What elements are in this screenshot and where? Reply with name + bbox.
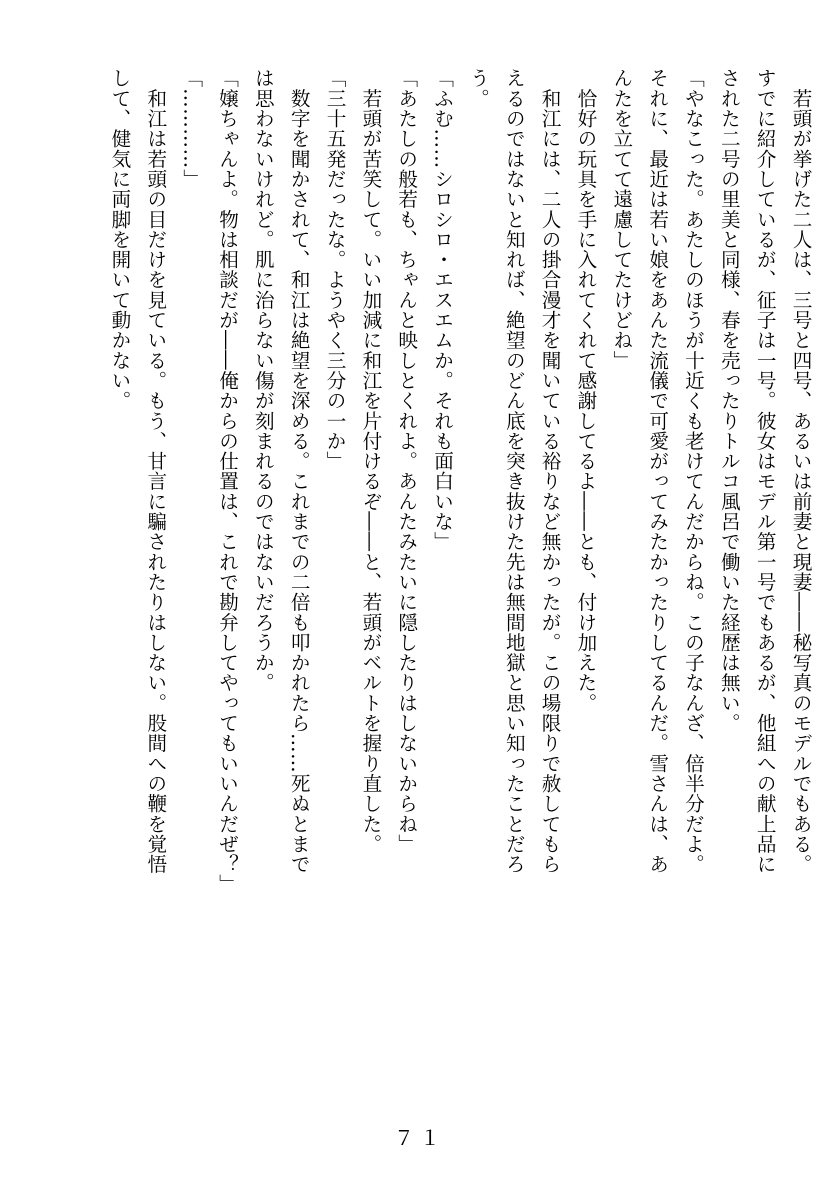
text-line: 「やなこった。あたしのほうが十近くも老けてんだからね。この子なんざ、倍半分だよ。: [681, 68, 705, 874]
text-line: 恰好の玩具を手に入れてくれて感謝してるよ――とも、付け加えた。: [573, 68, 597, 713]
text-line: 「あたしの般若も、ちゃんと映しとくれよ。あんたみたいに隠したりはしないからね」: [394, 68, 418, 854]
text-line: う。: [466, 68, 490, 109]
text-line: それに、最近は若い娘をあんた流儀で可愛がってみたかったりしてるんだ。雪さんは、あ: [645, 68, 669, 874]
text-line: 数字を聞かされて、和江は絶望を深める。これまでの二倍も叩かれたら……死ぬとまで: [287, 68, 311, 874]
text-line: すでに紹介しているが、征子は一号。彼女はモデル第一号でもあるが、他組への献上品に: [753, 68, 777, 874]
text-line: して、健気に両脚を開いて動かない。: [107, 68, 131, 411]
text-line: んたを立てて遠慮してたけどね」: [609, 68, 633, 371]
text-line: えるのではないと知れば、絶望のどん底を突き抜けた先は無間地獄と思い知ったことだろ: [502, 68, 526, 874]
text-line: 和江は若頭の目だけを見ている。もう、甘言に騙されたりはしない。股間への鞭を覚悟: [143, 68, 167, 874]
text-line: された二号の里美と同様、春を売ったりトルコ風呂で働いた経歴は無い。: [717, 68, 741, 733]
text-line: 和江には、二人の掛合漫才を聞いている裕りなど無かったが。この場限りで赦してもら: [538, 68, 562, 874]
page-number: ７１: [394, 1126, 446, 1150]
vertical-text-body: [28, 68, 818, 1068]
text-line: 若頭が挙げた二人は、三号と四号、あるいは前妻と現妻――秘写真のモデルでもある。: [789, 68, 812, 874]
text-line: 「嬢ちゃんよ。物は相談だが――俺からの仕置は、これで勘弁してやってもいいんだぜ？」: [215, 68, 239, 895]
text-line: 「ふむ……シロシロ・エスエムか。それも面白いな」: [430, 68, 454, 552]
text-line: は思わないけれど。肌に治らない傷が刻まれるのではないだろうか。: [251, 68, 275, 693]
text-line: 若頭が苦笑して。いい加減に和江を片付けるぞ――と、若頭がベルトを握り直した。: [358, 68, 382, 854]
text-line: 「…………」: [179, 68, 203, 189]
text-line: 「三十五発だったな。ようやく三分の一か」: [323, 68, 347, 471]
